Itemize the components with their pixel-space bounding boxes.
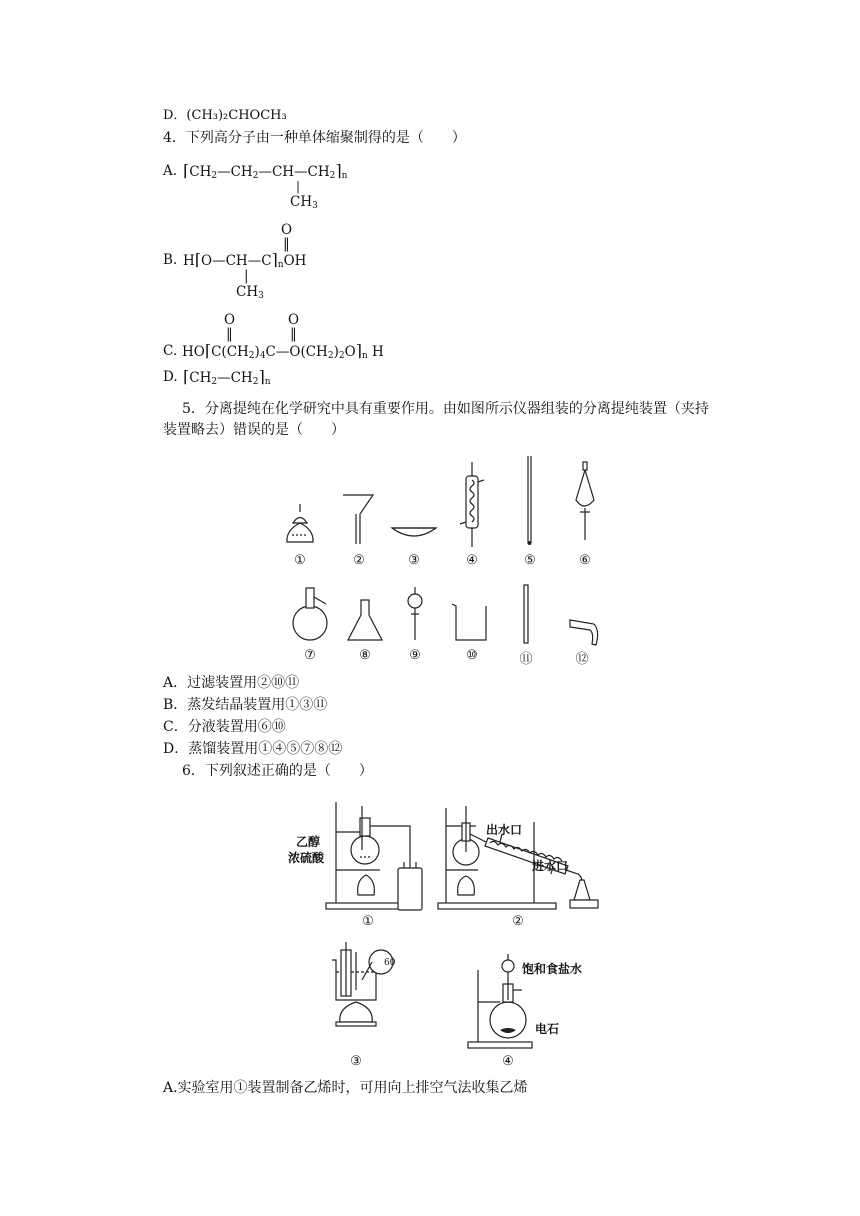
- instrument-number-8: ⑧: [359, 648, 371, 663]
- q5-option-b: B．蒸发结晶装置用①③⑪: [163, 697, 328, 713]
- q5-option-c: C．分液装置用⑥⑩: [163, 719, 286, 735]
- instrument-number-9: ⑨: [409, 648, 421, 663]
- q6-option-a: A.实验室用①装置制备乙烯时，可用向上排空气法收集乙烯: [163, 1080, 528, 1096]
- question-6-stem: 6．下列叙述正确的是（ ）: [182, 763, 373, 779]
- q4-option-a-formula: $⌈CH_2—CH_2—CH—CH_2⌉_n$: [183, 161, 348, 181]
- apparatus-number-2: ②: [512, 914, 524, 929]
- q4-option-b-formula: $H⌈O—CH—C⌉_nOH$: [183, 250, 307, 270]
- instrument-number-7: ⑦: [304, 648, 316, 663]
- label-saturated-brine: 饱和食盐水: [522, 962, 583, 976]
- instrument-number-2: ②: [353, 553, 365, 568]
- instrument-number-1: ①: [294, 553, 306, 568]
- q4-option-b-label: B.: [163, 252, 178, 268]
- instrument-number-11: ⑪: [519, 652, 533, 667]
- instrument-number-10: ⑩: [466, 648, 478, 663]
- q4-option-d-formula: $⌈CH_2—CH_2⌉_n$: [183, 367, 271, 387]
- instrument-number-4: ④: [466, 553, 478, 568]
- ethylene-apparatus-icon: [326, 802, 422, 910]
- water-bath-apparatus-icon: [332, 942, 396, 1026]
- instrument-number-6: ⑥: [579, 553, 591, 568]
- label-conc-sulfuric-acid: 浓硫酸: [288, 851, 325, 865]
- q4-option-d-label: D.: [163, 369, 178, 385]
- apparatus-number-3: ③: [350, 1054, 362, 1069]
- instrument-number-5: ⑤: [524, 553, 536, 568]
- label-calcium-carbide: 电石: [535, 1022, 560, 1036]
- option-d-previous: D．(CH₃)₂CHOCH₃: [163, 108, 287, 123]
- apparatus-number-1: ①: [362, 914, 374, 929]
- question-4-stem: 4．下列高分子由一种单体缩聚制得的是（ ）: [163, 130, 466, 146]
- q4-option-c-label: C.: [163, 343, 178, 359]
- instrument-number-3: ③: [408, 553, 420, 568]
- question-5-stem-line1: 5．分离提纯在化学研究中具有重要作用。由如图所示仪器组装的分离提纯装置（夹持: [182, 401, 709, 417]
- q5-option-a: A．过滤装置用②⑩⑪: [163, 675, 300, 691]
- apparatus-number-4: ④: [502, 1054, 514, 1069]
- label-water-outlet: 出水口: [486, 823, 523, 837]
- thermometer-reading: 60: [384, 958, 396, 968]
- instrument-number-12: ⑫: [575, 652, 589, 667]
- q4-option-c-formula: $HO⌈C(CH_2)_4C—O(CH_2)_2O⌉_n$ H: [182, 341, 384, 361]
- q4-option-a-label: A.: [163, 163, 178, 179]
- label-ethanol: 乙醇: [296, 835, 321, 849]
- label-water-inlet: 进水口: [532, 859, 569, 873]
- q5-option-d: D．蒸馏装置用①④⑤⑦⑧⑫: [163, 741, 343, 757]
- question-5-stem-line2: 装置略去）错误的是（ ）: [163, 422, 345, 438]
